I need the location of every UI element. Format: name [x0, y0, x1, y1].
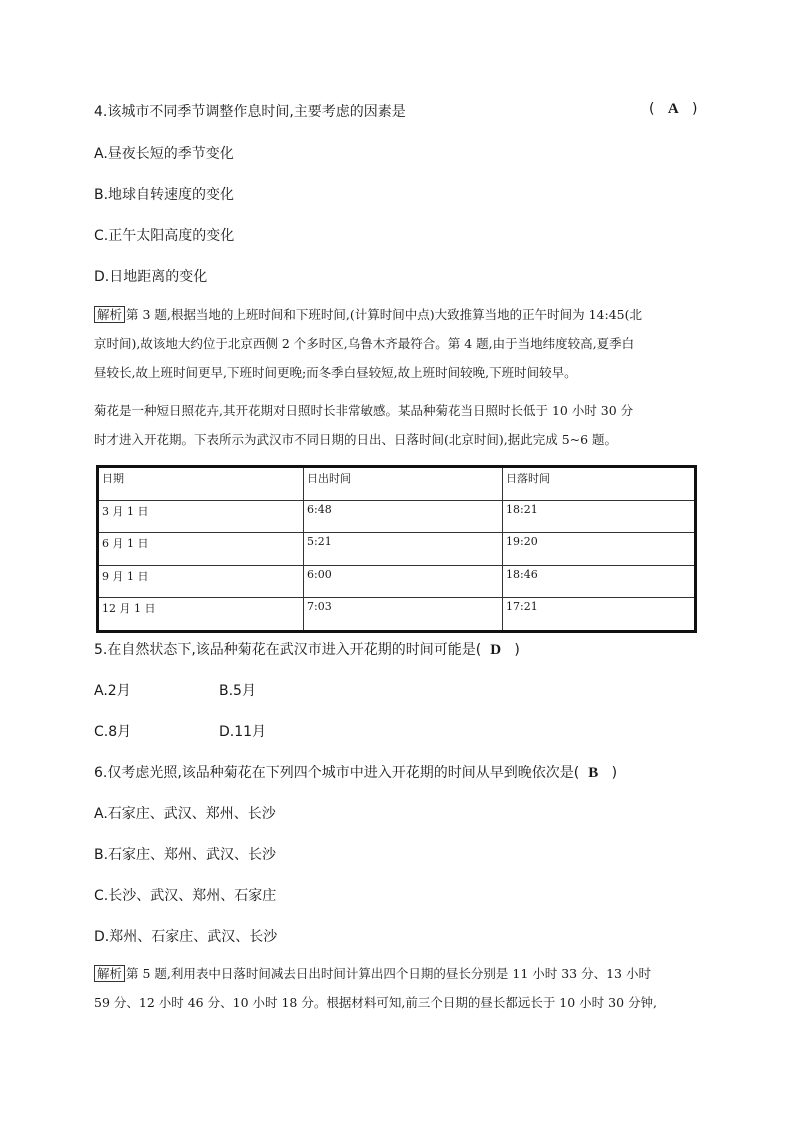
cell-sunset: 18:46: [503, 565, 696, 598]
question-6-stem: 6.仅考虑光照,该品种菊花在下列四个城市中进入开花期的时间从早到晚依次是( B ): [94, 765, 618, 781]
table-row: [98, 598, 696, 632]
header-date: 日期: [98, 467, 304, 501]
q4-option-c: C.正午太阳高度的变化: [94, 228, 235, 244]
q5-option-a: A.2月: [94, 683, 131, 699]
q5-option-d: D.11月: [219, 724, 267, 740]
q6-option-d: D.郑州、石家庄、武汉、长沙: [94, 929, 278, 945]
cell-sunset: 19:20: [503, 533, 696, 566]
table-row: [98, 533, 696, 566]
q4-option-d: D.日地距离的变化: [94, 269, 208, 285]
analysis-line: 昼较长,故上班时间更早,下班时间更晚;而冬季白昼较短,故上班时间较晚,下班时间较早。: [94, 365, 577, 380]
analysis-tag: 解析: [94, 306, 125, 323]
cell-date: 12 月 1 日: [98, 598, 304, 632]
question-4-stem: [94, 101, 406, 121]
analysis-line: 59 分、12 小时 46 分、10 小时 18 分。根据材料可知,前三个日期的昼长都远长于 10 小时 30 分钟,: [94, 995, 657, 1010]
q5-option-c: C.8月: [94, 724, 132, 740]
material-line: 菊花是一种短日照花卉,其开花期对日照时长非常敏感。某品种菊花当日照时长低于 10 小时 30 分: [94, 403, 634, 418]
question-5-answer-letter: D: [490, 642, 502, 658]
table-row: [98, 500, 696, 533]
q6-option-b: B.石家庄、郑州、武汉、长沙: [94, 847, 277, 863]
analysis-tag: 解析: [94, 965, 125, 982]
table-row: [98, 565, 696, 598]
analysis-line: 京时间),故该地大约位于北京西侧 2 个多时区,乌鲁木齐最符合。第 4 题,由于当地纬度较高,夏季白: [94, 336, 635, 351]
q6-option-a: A.石家庄、武汉、郑州、长沙: [94, 806, 276, 822]
cell-sunrise: 7:03: [304, 598, 503, 632]
question-6-answer-letter: B: [588, 765, 599, 781]
cell-date: 3 月 1 日: [98, 500, 304, 533]
cell-sunrise: 5:21: [304, 533, 503, 566]
material-line: 时才进入开花期。下表所示为武汉市不同日期的日出、日落时间(北京时间),据此完成 5~6 题。: [94, 432, 618, 447]
question-4-answer-letter: A: [667, 101, 679, 117]
q5-option-b: B.5月: [219, 683, 256, 699]
question-4-text: 4.该城市不同季节调整作息时间,主要考虑的因素是: [94, 104, 406, 120]
chrysanthemum-material: [94, 396, 694, 454]
cell-sunset: 18:21: [503, 500, 696, 533]
cell-date: 9 月 1 日: [98, 565, 304, 598]
cell-sunset: 17:21: [503, 598, 696, 632]
sunrise-sunset-table: [96, 465, 697, 633]
header-sunrise: 日出时间: [304, 467, 503, 501]
header-sunset: 日落时间: [503, 467, 696, 501]
q4-option-b: B.地球自转速度的变化: [94, 187, 235, 203]
analysis-line: 解析 第 5 题,利用表中日落时间减去日出时间计算出四个日期的昼长分别是 11 小时 33 分、13 小时: [94, 959, 694, 988]
analysis-3-4: [94, 300, 694, 387]
question-5-stem: 5.在自然状态下,该品种菊花在武汉市进入开花期的时间可能是( D ): [94, 642, 520, 658]
question-4-answer: ( A ): [649, 101, 698, 117]
q6-option-c: C.长沙、武汉、郑州、石家庄: [94, 888, 277, 904]
cell-date: 6 月 1 日: [98, 533, 304, 566]
analysis-line: 解析 第 3 题,根据当地的上班时间和下班时间,(计算时间中点)大致推算当地的正午时间为 14:45(北: [94, 300, 694, 329]
table-header-row: [98, 467, 696, 501]
cell-sunrise: 6:48: [304, 500, 503, 533]
analysis-5-6: [94, 959, 694, 1017]
q4-option-a: A.昼夜长短的季节变化: [94, 146, 234, 162]
cell-sunrise: 6:00: [304, 565, 503, 598]
